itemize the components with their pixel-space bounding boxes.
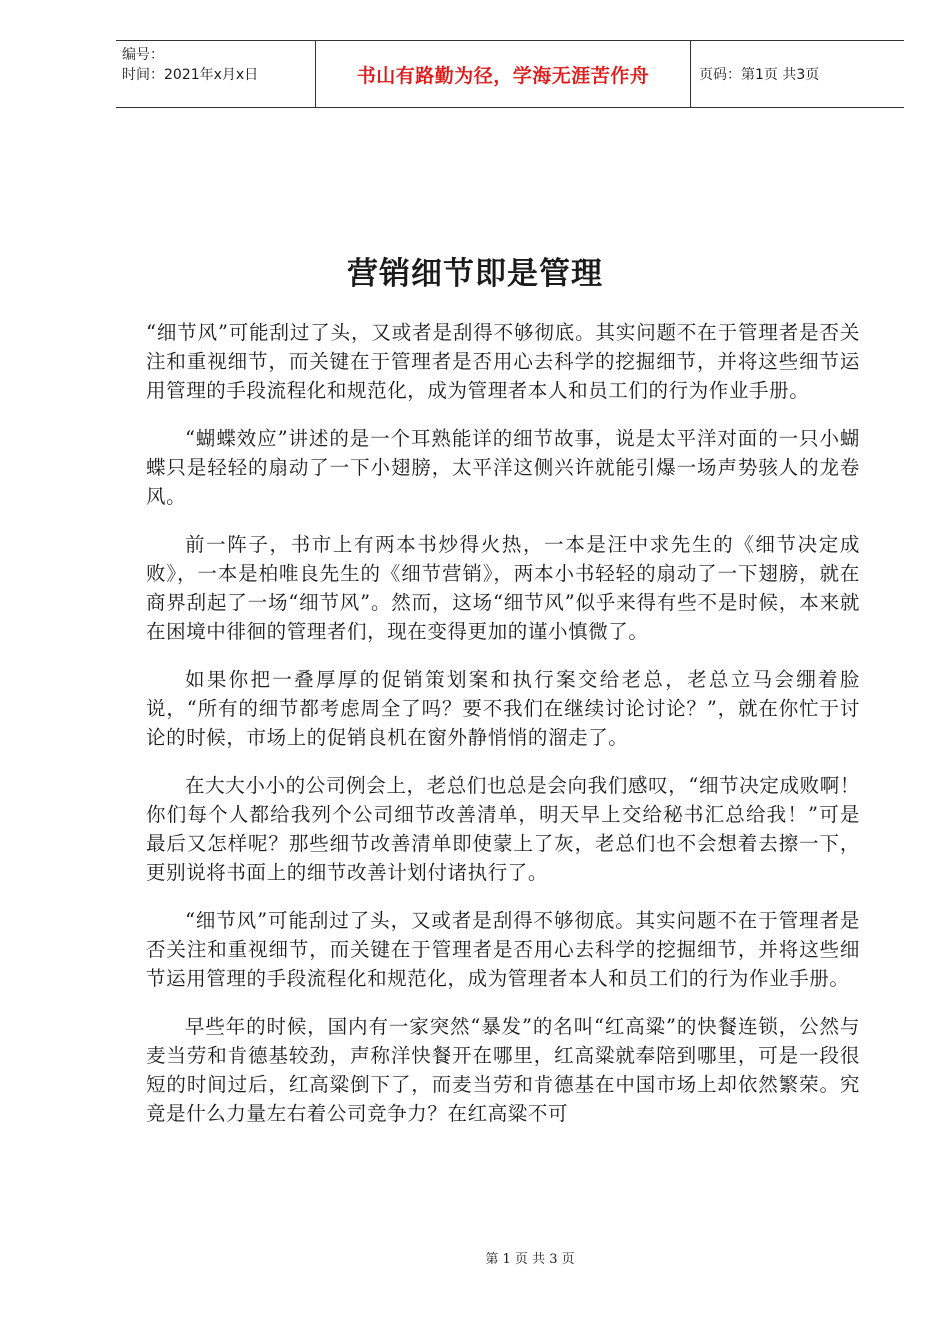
header-meta [116,41,316,107]
header-motto: 书山有路勤为径，学海无涯苦作舟 [316,41,691,107]
date-label: 时间：2021年x月x日 [122,67,259,83]
document-title: 营销细节即是管理 [347,256,603,292]
paragraph: “细节风”可能刮过了头，又或者是刮得不够彻底。其实问题不在于管理者是否关注和重视细节，而关键在于管理者是否用心去科学的挖掘细节，并将这些细节运用管理的手段流程化和规范化，成为管理者本人和员工们的行为作业手册。 [146,909,860,990]
paragraph: 前一阵子，书市上有两本书炒得火热，一本是汪中求先生的《细节决定成败》，一本是柏唯良先生的《细节营销》，两本小书轻轻的扇动了一下翅膀，就在商界刮起了一场“细节风”。然而，这场“细节风”似乎来得有些不是时候，本来就在困境中徘徊的管理者们，现在变得更加的谨小慎微了。 [146,533,860,643]
header-page-info: 页码：第1页 共3页 [699,67,820,83]
page-footer: 第 1 页 共 3 页 [485,1252,575,1267]
serial-number-label: 编号： [122,47,164,63]
paragraph: “蝴蝶效应”讲述的是一个耳熟能详的细节故事，说是太平洋对面的一只小蝴蝶只是轻轻的扇动了一下小翅膀，太平洋这侧兴许就能引爆一场声势骇人的龙卷风。 [146,427,860,508]
paragraph: 在大大小小的公司例会上，老总们也总是会向我们感叹，“细节决定成败啊！你们每个人都给我列个公司细节改善清单，明天早上交给秘书汇总给我！”可是最后又怎样呢？那些细节改善清单即使蒙上了灰，老总们也不会想着去擦一下，更别说将书面上的细节改善计划付诸执行了。 [146,774,860,884]
page-header [116,40,904,108]
paragraph: 如果你把一叠厚厚的促销策划案和执行案交给老总，老总立马会绷着脸说，“所有的细节都考虑周全了吗？要不我们在继续讨论讨论？”，就在你忙于讨论的时候，市场上的促销良机在窗外静悄悄的溜走了。 [146,668,860,749]
paragraph: “细节风”可能刮过了头，又或者是刮得不够彻底。其实问题不在于管理者是否关注和重视细节，而关键在于管理者是否用心去科学的挖掘细节，并将这些细节运用管理的手段流程化和规范化，成为管理者本人和员工们的行为作业手册。 [146,321,860,402]
paragraph: 早些年的时候，国内有一家突然“暴发”的名叫“红高粱”的快餐连锁，公然与麦当劳和肯德基较劲，声称洋快餐开在哪里，红高粱就奉陪到哪里，可是一段很短的时间过后，红高粱倒下了，而麦当劳和肯德基在中国市场上却依然繁荣。究竟是什么力量左右着公司竞争力？在红高粱不可 [146,1015,860,1125]
document-body [146,318,860,1128]
